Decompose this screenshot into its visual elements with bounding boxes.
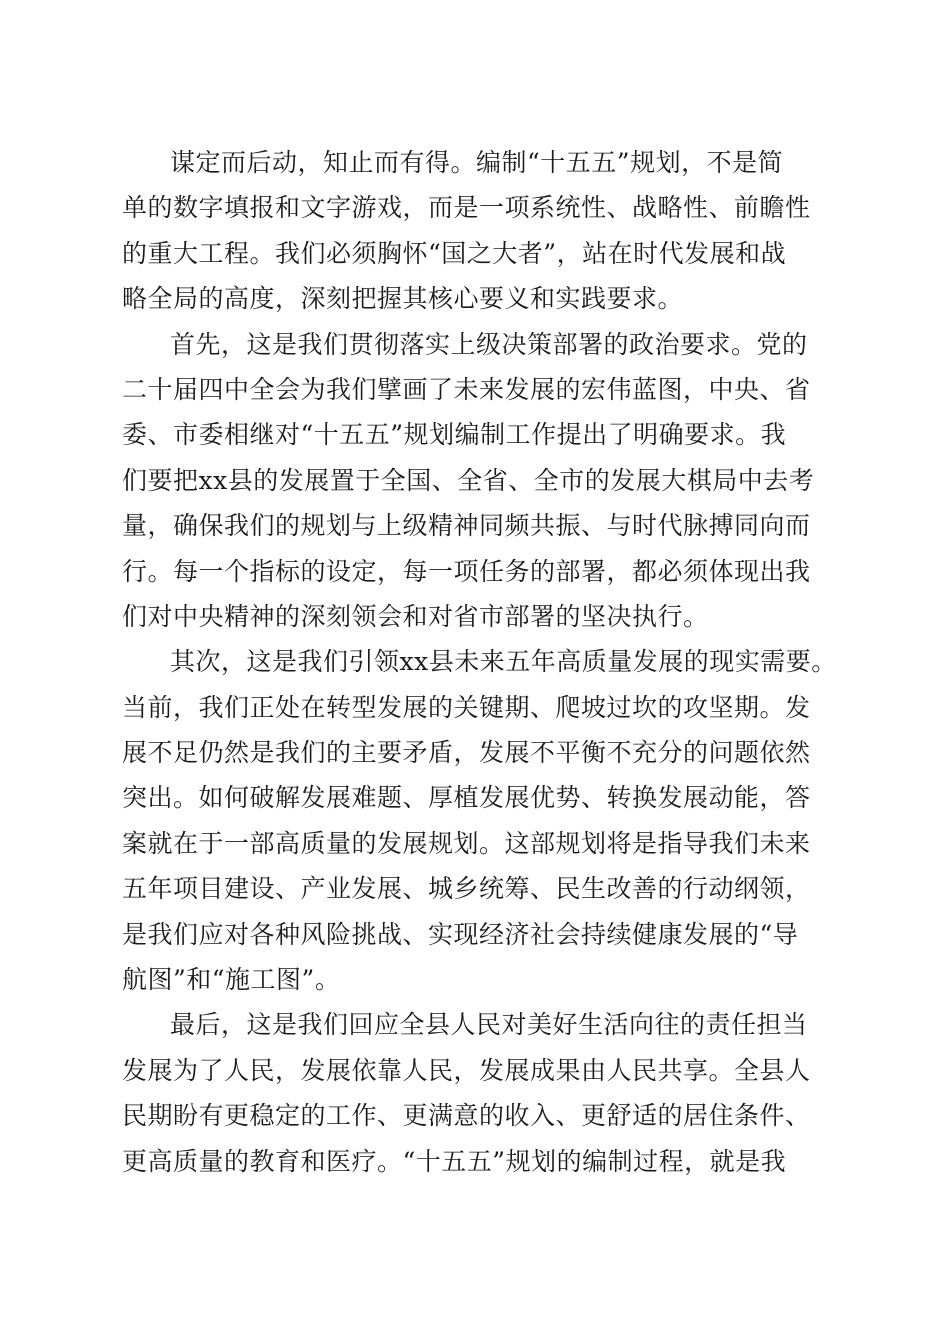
paragraph-3-line-3: 展不足仍然是我们的主要矛盾，发展不平衡不充分的问题依然 (122, 738, 811, 768)
paragraph-2-line-4: 们要把xx县的发展置于全国、全省、全市的发展大棋局中去考 (122, 465, 815, 495)
paragraph-3-line-8: 航图”和“施工图”。 (122, 965, 341, 995)
paragraph-1-line-4: 略全局的高度，深刻把握其核心要义和实践要求。 (122, 284, 684, 314)
paragraph-2-line-7: 们对中央精神的深刻领会和对省市部署的坚决执行。 (122, 601, 709, 631)
paragraph-2-line-1: 首先，这是我们贯彻落实上级决策部署的政治要求。党的 (170, 329, 808, 359)
paragraph-2-line-3: 委、市委相继对“十五五”规划编制工作提出了明确要求。我 (122, 420, 787, 450)
paragraph-1-line-1: 谋定而后动，知止而有得。编制“十五五”规划，不是简 (170, 148, 784, 177)
paragraph-1-line-3: 的重大工程。我们必须胸怀“国之大者”，站在时代发展和战 (122, 238, 787, 268)
paragraph-3-line-5: 案就在于一部高质量的发展规划。这部规划将是指导我们未来 (122, 828, 811, 858)
paragraph-3-line-6: 五年项目建设、产业发展、城乡统筹、民生改善的行动纲领， (122, 874, 811, 904)
paragraph-2-line-5: 量，确保我们的规划与上级精神同频共振、与时代脉搏同向而 (122, 511, 811, 541)
paragraph-4-line-3: 民期盼有更稳定的工作、更满意的收入、更舒适的居住条件、 (122, 1101, 811, 1131)
paragraph-3-line-1: 其次，这是我们引领xx县未来五年高质量发展的现实需要。 (170, 647, 837, 677)
paragraph-4-line-2: 发展为了人民，发展依靠人民，发展成果由人民共享。全县人 (122, 1055, 811, 1085)
paragraph-3-line-7: 是我们应对各种风险挑战、实现经济社会持续健康发展的“导 (122, 919, 799, 949)
paragraph-4-line-4: 更高质量的教育和医疗。“十五五”规划的编制过程，就是我 (122, 1146, 787, 1176)
paragraph-3-line-2: 当前，我们正处在转型发展的关键期、爬坡过坎的攻坚期。发 (122, 692, 811, 722)
paragraph-3-line-4: 突出。如何破解发展难题、厚植发展优势、转换发展动能，答 (122, 783, 811, 813)
paragraph-2-line-6: 行。每一个指标的设定，每一项任务的部署，都必须体现出我 (122, 556, 811, 586)
paragraph-2-line-2: 二十届四中全会为我们擘画了未来发展的宏伟蓝图，中央、省 (122, 374, 811, 404)
paragraph-1-line-2: 单的数字填报和文字游戏，而是一项系统性、战略性、前瞻性 (122, 193, 811, 223)
paragraph-4-line-1: 最后，这是我们回应全县人民对美好生活向往的责任担当 (170, 1010, 808, 1040)
document-body (122, 140, 837, 1184)
